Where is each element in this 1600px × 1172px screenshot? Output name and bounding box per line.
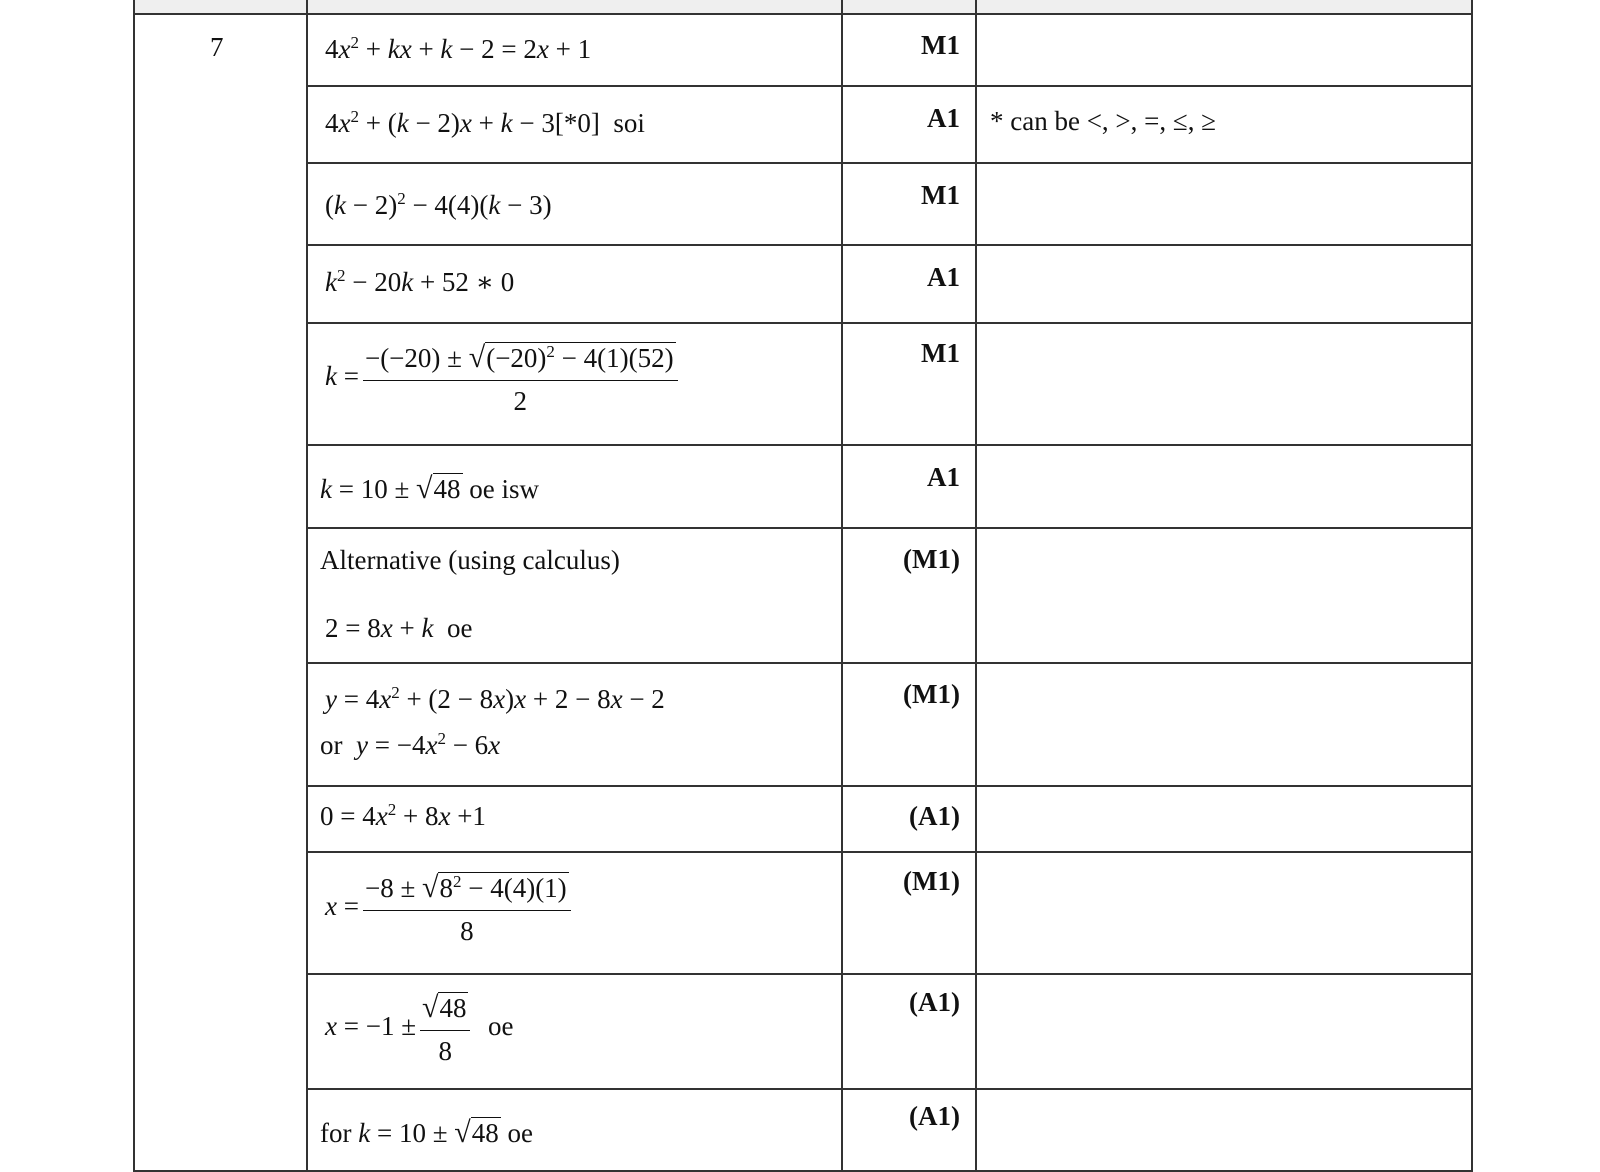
- mark-row-6: A1: [927, 462, 960, 492]
- table-right-border: [1471, 0, 1473, 1172]
- working-row-12: for k = 10 ± √48 oe: [320, 1116, 533, 1149]
- row-divider: [306, 444, 1472, 446]
- working-row-3: $(k - 2)^2 - 4(4)(k - 3)$: [325, 189, 552, 220]
- guidance-row-2: * can be <, >, =, ≤, ≥: [990, 106, 1217, 136]
- table-left-border: [133, 0, 135, 1172]
- mark-row-1: M1: [921, 30, 960, 60]
- row-divider: [306, 973, 1472, 975]
- mark-row-7: (M1): [903, 544, 960, 574]
- row-divider: [306, 527, 1472, 529]
- mark-row-3: M1: [921, 180, 960, 210]
- previous-row-band: [134, 0, 1472, 14]
- working-row-11: x = −1 ± $\frac{√48}{8}$ oe: [325, 991, 514, 1066]
- working-row-8-line-1: $y = 4x^2 + (2 - 8x)x + 2 - 8x - 2$: [325, 683, 665, 714]
- working-row-6: k = 10 ± √48 oe isw: [320, 472, 539, 505]
- working-row-4: $k^2 - 20k + 52$ ∗ 0: [325, 266, 515, 297]
- mark-row-5: M1: [921, 338, 960, 368]
- column-divider-marks: [975, 0, 977, 1172]
- column-divider-question: [306, 0, 308, 1172]
- mark-row-2: A1: [927, 103, 960, 133]
- mark-row-8: (M1): [903, 679, 960, 709]
- row-divider: [306, 244, 1472, 246]
- row-divider: [306, 662, 1472, 664]
- table-bottom-border: [133, 1170, 1472, 1172]
- row-divider: [306, 1088, 1472, 1090]
- working-row-5: k = $\frac{-(-20) \pm √(-20)^2 - 4(1)(52)}{2}$: [325, 340, 682, 417]
- working-row-2: $4x^2 + (k - 2)x + k - 3[*0]$ soi: [325, 107, 645, 138]
- working-row-7-equation: 2 = 8x + k oe: [325, 613, 473, 643]
- row-divider: [306, 851, 1472, 853]
- row-divider: [306, 85, 1472, 87]
- working-row-1: $4x^2$ + kx + k − 2 = 2x + 1: [325, 33, 592, 64]
- mark-row-12: (A1): [909, 1101, 960, 1131]
- working-row-7-heading: Alternative (using calculus): [320, 545, 620, 575]
- row-divider: [306, 322, 1472, 324]
- column-divider-answer: [841, 0, 843, 1172]
- working-row-10: x = $\frac{-8 \pm √8^2 - 4(4)(1)}{8}$: [325, 870, 575, 947]
- row-divider: [133, 13, 1472, 15]
- row-divider: [306, 162, 1472, 164]
- mark-row-9: (A1): [909, 801, 960, 831]
- working-row-9: $0 = 4x^2 + 8x +1$: [320, 800, 486, 831]
- mark-row-4: A1: [927, 262, 960, 292]
- question-number: 7: [210, 32, 224, 62]
- mark-row-10: (M1): [903, 866, 960, 896]
- working-row-8-line-2: or $y = -4x^2 - 6x$: [320, 729, 501, 760]
- row-divider: [306, 785, 1472, 787]
- mark-row-11: (A1): [909, 987, 960, 1017]
